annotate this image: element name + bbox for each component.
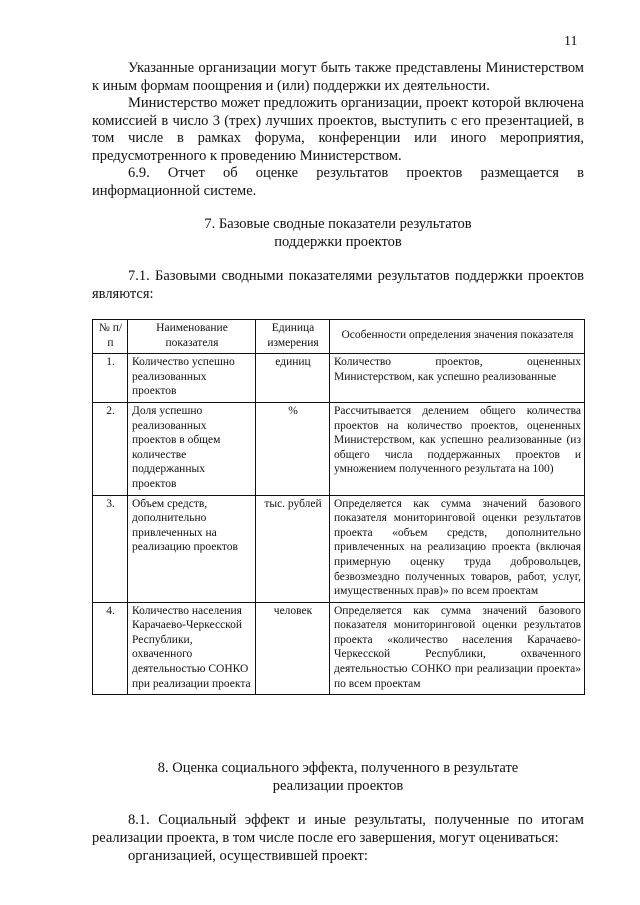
header-unit: Единица измерения [256, 320, 330, 354]
table-row [93, 602, 585, 695]
section-8-paragraph-1: 8.1. Социальный эффект и иные результаты, полученные по итогам реализации проекта, в том числе после его завершения, могут оцениваться: [92, 812, 584, 846]
indicators-table [92, 319, 585, 695]
row-name: Количество населения Карачаево-Черкесской Республики, охваченного деятельностью СОНКО при реализации проекта [128, 602, 256, 695]
section-7-title-line-1: 7. Базовые сводные показатели результатов [204, 216, 472, 232]
intro-paragraph-3: 6.9. Отчет об оценке результатов проектов размещается в информационной системе. [92, 165, 584, 199]
row-name: Доля успешно реализованных проектов в общем количестве поддержанных проектов [128, 402, 256, 495]
row-num: 1. [93, 354, 128, 403]
section-8-title-line-2: реализации проектов [272, 778, 404, 794]
header-name: Наименование показателя [128, 320, 256, 354]
intro-paragraph-1: Указанные организации могут быть также представлены Министерством к иным формам поощрения и (или) поддержки их деятельности. [92, 60, 584, 94]
row-unit: % [256, 402, 330, 495]
table-row [93, 354, 585, 403]
section-7-lead: 7.1. Базовыми сводными показателями результатов поддержки проектов являются: [92, 268, 584, 302]
table-row [93, 495, 585, 602]
row-unit: тыс. рублей [256, 495, 330, 602]
row-num: 2. [93, 402, 128, 495]
row-features: Количество проектов, оцененных Министерством, как успешно реализованные [330, 354, 585, 403]
row-name: Объем средств, дополнительно привлеченных на реализацию проектов [128, 495, 256, 602]
table-row [93, 402, 585, 495]
header-features: Особенности определения значения показателя [330, 320, 585, 354]
intro-paragraph-2: Министерство может предложить организации, проект которой включена комиссией в число 3 (трех) лучших проектов, выступить с его презентацией, в том числе в рамках форума, конференции или иного мероприятия, предусмотренного к проведению Министерством. [92, 95, 584, 164]
section-8-title-line-1: 8. Оценка социального эффекта, полученного в результате [157, 760, 519, 776]
section-7-title-line-2: поддержки проектов [274, 234, 402, 250]
table-header-row [93, 320, 585, 354]
row-num: 3. [93, 495, 128, 602]
row-features: Определяется как сумма значений базового показателя мониторинговой оценки результатов проекта «количество населения Карачаево-Черкесской Республики, охваченного деятельностью СОНКО при реализации проекта» по всем проектам [330, 602, 585, 695]
row-features: Определяется как сумма значений базового показателя мониторинговой оценки результатов проекта «объем средств, дополнительно привлеченных на реализацию проекта (включая примерную оценку труда добровольцев, безвозмездно полученных товаров, работ, услуг, имущественных прав)» по всем проектам [330, 495, 585, 602]
page-number: 11 [564, 34, 578, 49]
row-unit: человек [256, 602, 330, 695]
row-num: 4. [93, 602, 128, 695]
header-num: № п/п [93, 320, 128, 354]
row-unit: единиц [256, 354, 330, 403]
row-name: Количество успешно реализованных проектов [128, 354, 256, 403]
row-features: Рассчитывается делением общего количества проектов на количество проектов, оцененных Министерством, как успешно реализованные (из общего числа поддержанных проектов и умножением полученного результата на 100) [330, 402, 585, 495]
section-8-paragraph-2: организацией, осуществившей проект: [128, 848, 368, 864]
